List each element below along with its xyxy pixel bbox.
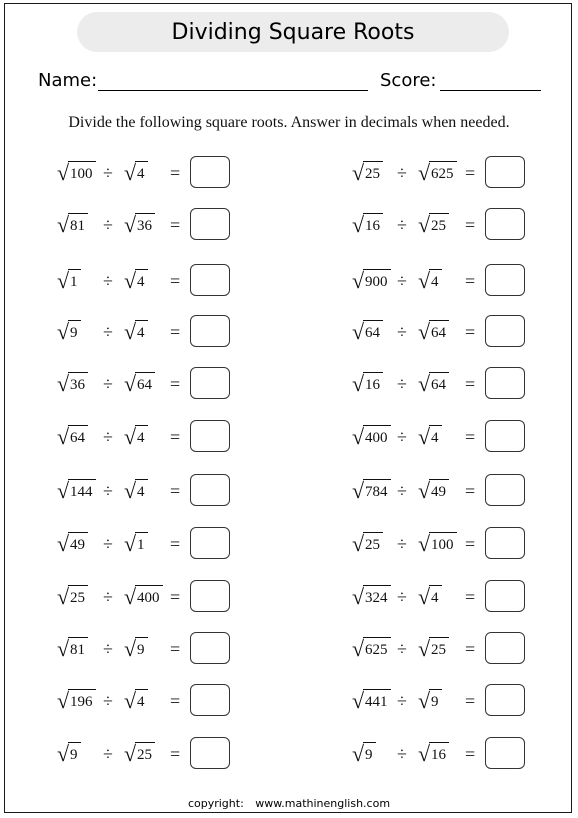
radical-sign: √ bbox=[418, 268, 431, 293]
radicand: 324 bbox=[363, 585, 391, 609]
answer-box[interactable] bbox=[485, 156, 525, 188]
division-sign: ÷ bbox=[397, 374, 407, 394]
problem-row bbox=[0, 684, 578, 718]
division-sign: ÷ bbox=[103, 639, 113, 659]
radicand: 25 bbox=[429, 213, 449, 237]
problem-row bbox=[0, 632, 578, 666]
radical-sign: √ bbox=[57, 584, 70, 609]
radical-sign: √ bbox=[57, 319, 70, 344]
radical-sign: √ bbox=[418, 636, 431, 661]
equals-sign: = bbox=[170, 534, 181, 554]
division-sign: ÷ bbox=[397, 481, 407, 501]
radicand: 900 bbox=[363, 269, 391, 293]
equals-sign: = bbox=[465, 639, 476, 659]
radicand: 4 bbox=[429, 585, 442, 609]
equals-sign: = bbox=[170, 322, 181, 342]
radicand: 64 bbox=[429, 320, 449, 344]
copyright-footer: copyright: www.mathinenglish.com bbox=[187, 797, 391, 810]
radicand: 4 bbox=[135, 425, 148, 449]
name-field[interactable] bbox=[98, 90, 368, 91]
radicand: 25 bbox=[135, 742, 155, 766]
radicand: 25 bbox=[363, 161, 383, 185]
radical-sign: √ bbox=[57, 424, 70, 449]
radicand: 25 bbox=[429, 637, 449, 661]
answer-box[interactable] bbox=[485, 527, 525, 559]
radical-sign: √ bbox=[57, 478, 70, 503]
radical-sign: √ bbox=[124, 584, 137, 609]
page-title: Dividing Square Roots bbox=[77, 12, 509, 52]
answer-box[interactable] bbox=[485, 580, 525, 612]
division-sign: ÷ bbox=[397, 691, 407, 711]
equals-sign: = bbox=[465, 534, 476, 554]
radicand: 4 bbox=[135, 479, 148, 503]
radical-sign: √ bbox=[124, 160, 137, 185]
radicand: 4 bbox=[135, 161, 148, 185]
radicand: 64 bbox=[135, 372, 155, 396]
radicand: 400 bbox=[363, 425, 391, 449]
radical-sign: √ bbox=[418, 478, 431, 503]
equals-sign: = bbox=[170, 744, 181, 764]
radical-sign: √ bbox=[57, 688, 70, 713]
radical-sign: √ bbox=[352, 584, 365, 609]
division-sign: ÷ bbox=[103, 691, 113, 711]
radicand: 9 bbox=[363, 742, 376, 766]
division-sign: ÷ bbox=[103, 427, 113, 447]
radicand: 9 bbox=[429, 689, 442, 713]
answer-box[interactable] bbox=[485, 315, 525, 347]
radical-sign: √ bbox=[352, 268, 365, 293]
radicand: 441 bbox=[363, 689, 391, 713]
answer-box[interactable] bbox=[485, 474, 525, 506]
radical-sign: √ bbox=[418, 741, 431, 766]
radicand: 49 bbox=[429, 479, 449, 503]
problem-row bbox=[0, 264, 578, 298]
score-field[interactable] bbox=[440, 90, 541, 91]
radical-sign: √ bbox=[124, 688, 137, 713]
radical-sign: √ bbox=[57, 268, 70, 293]
radicand: 25 bbox=[68, 585, 88, 609]
division-sign: ÷ bbox=[103, 163, 113, 183]
radicand: 64 bbox=[429, 372, 449, 396]
division-sign: ÷ bbox=[397, 271, 407, 291]
radical-sign: √ bbox=[352, 478, 365, 503]
radicand: 196 bbox=[68, 689, 96, 713]
radical-sign: √ bbox=[57, 531, 70, 556]
radicand: 1 bbox=[135, 532, 148, 556]
division-sign: ÷ bbox=[397, 215, 407, 235]
equals-sign: = bbox=[465, 163, 476, 183]
radicand: 16 bbox=[363, 213, 383, 237]
equals-sign: = bbox=[170, 481, 181, 501]
radical-sign: √ bbox=[352, 160, 365, 185]
radical-sign: √ bbox=[418, 371, 431, 396]
problem-row bbox=[0, 156, 578, 190]
equals-sign: = bbox=[465, 481, 476, 501]
radical-sign: √ bbox=[124, 268, 137, 293]
radical-sign: √ bbox=[124, 319, 137, 344]
instructions: Divide the following square roots. Answer in decimals when needed. bbox=[68, 114, 510, 131]
problem-row bbox=[0, 367, 578, 401]
radicand: 9 bbox=[68, 742, 81, 766]
radical-sign: √ bbox=[352, 424, 365, 449]
radical-sign: √ bbox=[124, 212, 137, 237]
division-sign: ÷ bbox=[397, 587, 407, 607]
division-sign: ÷ bbox=[103, 374, 113, 394]
radical-sign: √ bbox=[418, 212, 431, 237]
equals-sign: = bbox=[465, 744, 476, 764]
radical-sign: √ bbox=[57, 741, 70, 766]
radical-sign: √ bbox=[57, 636, 70, 661]
division-sign: ÷ bbox=[397, 744, 407, 764]
problem-row bbox=[0, 580, 578, 614]
radical-sign: √ bbox=[57, 212, 70, 237]
radicand: 36 bbox=[68, 372, 88, 396]
radical-sign: √ bbox=[352, 636, 365, 661]
answer-box[interactable] bbox=[485, 208, 525, 240]
radicand: 64 bbox=[363, 320, 383, 344]
division-sign: ÷ bbox=[397, 322, 407, 342]
equals-sign: = bbox=[465, 427, 476, 447]
equals-sign: = bbox=[170, 215, 181, 235]
problem-row bbox=[0, 208, 578, 242]
equals-sign: = bbox=[170, 271, 181, 291]
equals-sign: = bbox=[465, 691, 476, 711]
equals-sign: = bbox=[170, 639, 181, 659]
radical-sign: √ bbox=[418, 531, 431, 556]
equals-sign: = bbox=[170, 691, 181, 711]
answer-box[interactable] bbox=[485, 632, 525, 664]
radical-sign: √ bbox=[352, 531, 365, 556]
equals-sign: = bbox=[170, 587, 181, 607]
equals-sign: = bbox=[170, 163, 181, 183]
equals-sign: = bbox=[465, 215, 476, 235]
answer-box[interactable] bbox=[485, 420, 525, 452]
radicand: 25 bbox=[363, 532, 383, 556]
radicand: 625 bbox=[363, 637, 391, 661]
radicand: 81 bbox=[68, 637, 88, 661]
radical-sign: √ bbox=[124, 531, 137, 556]
division-sign: ÷ bbox=[103, 271, 113, 291]
radical-sign: √ bbox=[352, 741, 365, 766]
radicand: 100 bbox=[429, 532, 457, 556]
problem-row bbox=[0, 474, 578, 508]
radical-sign: √ bbox=[418, 424, 431, 449]
radicand: 16 bbox=[429, 742, 449, 766]
radicand: 784 bbox=[363, 479, 391, 503]
division-sign: ÷ bbox=[103, 322, 113, 342]
radicand: 625 bbox=[429, 161, 457, 185]
problem-row bbox=[0, 737, 578, 771]
radicand: 4 bbox=[429, 425, 442, 449]
division-sign: ÷ bbox=[103, 587, 113, 607]
problem-row bbox=[0, 315, 578, 349]
radicand: 4 bbox=[135, 689, 148, 713]
radicand: 144 bbox=[68, 479, 96, 503]
radical-sign: √ bbox=[124, 636, 137, 661]
problem-row bbox=[0, 420, 578, 454]
division-sign: ÷ bbox=[103, 534, 113, 554]
answer-box[interactable] bbox=[485, 367, 525, 399]
problem-row bbox=[0, 527, 578, 561]
radical-sign: √ bbox=[57, 371, 70, 396]
radical-sign: √ bbox=[418, 319, 431, 344]
radical-sign: √ bbox=[124, 478, 137, 503]
division-sign: ÷ bbox=[397, 639, 407, 659]
radical-sign: √ bbox=[352, 371, 365, 396]
radicand: 49 bbox=[68, 532, 88, 556]
radical-sign: √ bbox=[57, 160, 70, 185]
radical-sign: √ bbox=[418, 160, 431, 185]
radicand: 36 bbox=[135, 213, 155, 237]
answer-box[interactable] bbox=[485, 264, 525, 296]
equals-sign: = bbox=[465, 271, 476, 291]
score-label: Score: bbox=[380, 70, 437, 91]
division-sign: ÷ bbox=[397, 427, 407, 447]
radical-sign: √ bbox=[418, 688, 431, 713]
division-sign: ÷ bbox=[397, 163, 407, 183]
radicand: 1 bbox=[68, 269, 81, 293]
answer-box[interactable] bbox=[485, 737, 525, 769]
radical-sign: √ bbox=[352, 319, 365, 344]
division-sign: ÷ bbox=[103, 481, 113, 501]
radical-sign: √ bbox=[124, 371, 137, 396]
equals-sign: = bbox=[465, 374, 476, 394]
radical-sign: √ bbox=[124, 424, 137, 449]
equals-sign: = bbox=[170, 374, 181, 394]
equals-sign: = bbox=[170, 427, 181, 447]
radicand: 400 bbox=[135, 585, 163, 609]
radicand: 81 bbox=[68, 213, 88, 237]
radical-sign: √ bbox=[352, 688, 365, 713]
radicand: 9 bbox=[135, 637, 148, 661]
division-sign: ÷ bbox=[397, 534, 407, 554]
equals-sign: = bbox=[465, 587, 476, 607]
radicand: 16 bbox=[363, 372, 383, 396]
radicand: 100 bbox=[68, 161, 96, 185]
radical-sign: √ bbox=[352, 212, 365, 237]
division-sign: ÷ bbox=[103, 744, 113, 764]
radical-sign: √ bbox=[418, 584, 431, 609]
radicand: 64 bbox=[68, 425, 88, 449]
radicand: 4 bbox=[429, 269, 442, 293]
division-sign: ÷ bbox=[103, 215, 113, 235]
equals-sign: = bbox=[465, 322, 476, 342]
name-label: Name: bbox=[38, 70, 98, 91]
answer-box[interactable] bbox=[485, 684, 525, 716]
radicand: 4 bbox=[135, 269, 148, 293]
radical-sign: √ bbox=[124, 741, 137, 766]
radicand: 9 bbox=[68, 320, 81, 344]
radicand: 4 bbox=[135, 320, 148, 344]
